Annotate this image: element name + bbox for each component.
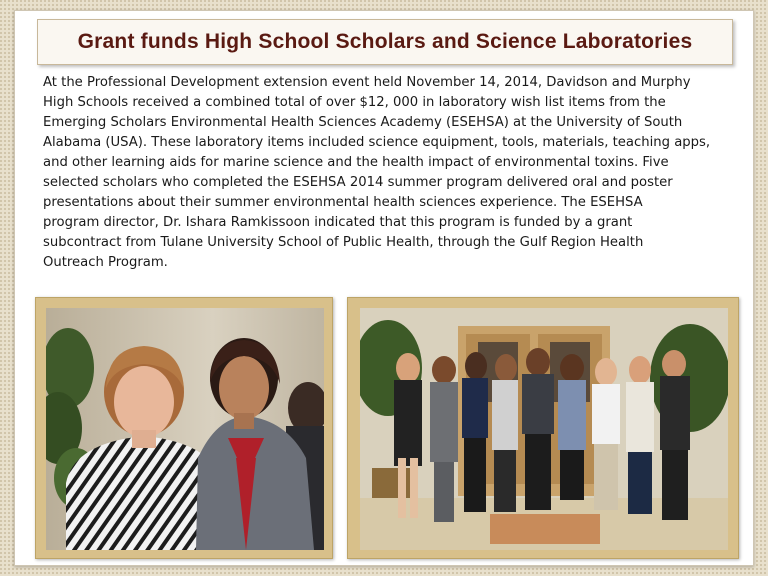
page-title: Grant funds High School Scholars and Science Laboratories xyxy=(77,30,693,53)
body-line: presentations about their summer environmental health sciences experience. The ESEHSA xyxy=(43,195,643,210)
photo-two-women-frame xyxy=(35,297,333,559)
body-line: At the Professional Development extension event held November 14, 2014, Davidson and Murphy xyxy=(43,75,691,90)
photo-two-women xyxy=(46,308,324,550)
article-body xyxy=(43,73,733,273)
body-line: subcontract from Tulane University School of Public Health, through the Gulf Region Health xyxy=(43,235,644,250)
photo-group xyxy=(360,308,728,550)
body-line: Outreach Program. xyxy=(43,255,168,270)
body-line: Alabama (USA). These laboratory items included science equipment, tools, materials, teaching apps, xyxy=(43,135,711,150)
photo-group-frame xyxy=(347,297,739,559)
title-box xyxy=(37,19,733,65)
body-line: selected scholars who completed the ESEHSA 2014 summer program delivered oral and poster xyxy=(43,175,673,190)
page xyxy=(14,10,754,566)
body-line: High Schools received a combined total of over $12, 000 in laboratory wish list items from the xyxy=(43,95,666,110)
body-line: and other learning aids for marine science and the health impact of environmental toxins. Five xyxy=(43,155,669,170)
group-people xyxy=(394,348,690,522)
body-line: Emerging Scholars Environmental Health Sciences Academy (ESEHSA) at the University of South xyxy=(43,115,683,130)
body-line: program director, Dr. Ishara Ramkissoon indicated that this program is funded by a grant xyxy=(43,215,633,230)
